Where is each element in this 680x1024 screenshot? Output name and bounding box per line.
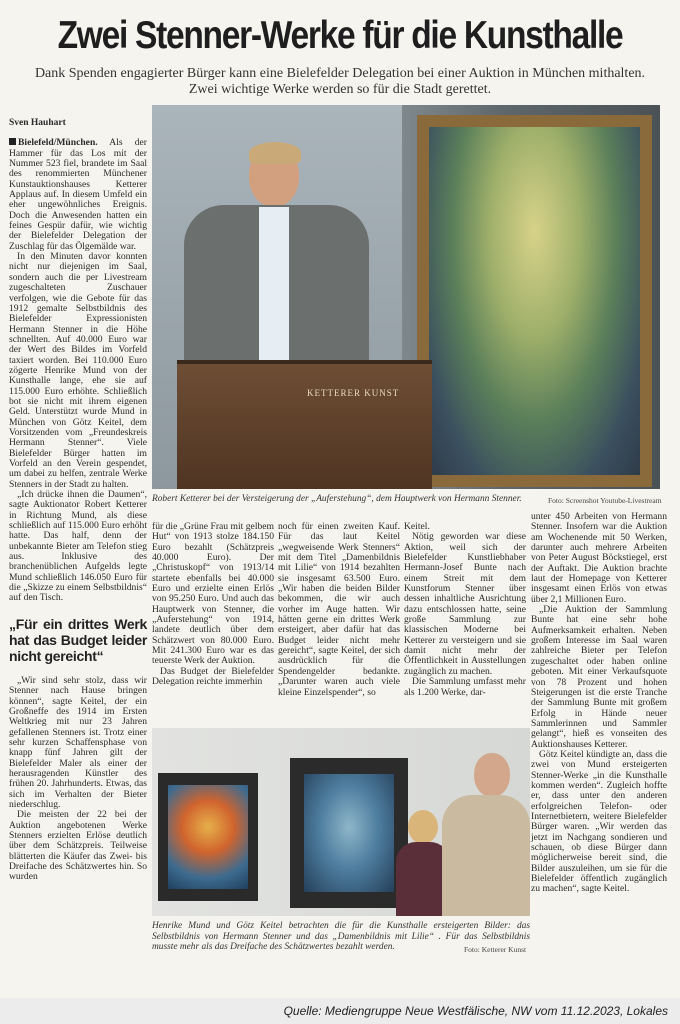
photo-paintings bbox=[152, 728, 530, 916]
column-5 bbox=[531, 512, 667, 895]
paragraph: Nötig geworden war diese Aktion, weil sich der Bielefelder Kunstliebhaber Hermann-Josef Bunte nach einem Streit mit dem Kunstforum Stenner über dessen inhaltliche Ausrichtung dazu entschlossen hatte, seine große Sammlung zur klassischen Moderne bei Ketterer zu versteigern und sie damit nicht mehr der Öffentlichkeit in Ausstellungen zugänglich zu machen. bbox=[404, 531, 526, 677]
dateline: Bielefeld/München. bbox=[18, 137, 98, 149]
column-3 bbox=[278, 522, 400, 698]
photo1-caption: Robert Ketterer bei der Versteigerung der „Auferstehung“, dem Hauptwerk von Hermann Stenner. bbox=[152, 494, 522, 504]
author: Sven Hauhart bbox=[9, 118, 66, 128]
paragraph: Götz Keitel kündigte an, dass die zwei von Mund ersteigerten Stenner-Werke „in die Kunsthalle kommen werden“. Zugleich hoffte er, dass unter den anderen erfolgreichen Telefon- oder Internetbietern, weitere Bielefelder Bürger waren. „Wir werden das jetzt im Nachgang sondieren und schauen, ob diese Bürger dann möglicherweise bereit sind, die Bilder auszuleihen, um sie für die Bielefelder öffentlich zugänglich zu machen“, sagte Keitel. bbox=[531, 748, 667, 895]
subhead: Dank Spenden engagierter Bürger kann eine Bielefelder Delegation bei einer Auktion in München mithalten. Zwei wichtige Werke werden so für die Stadt gerettet. bbox=[34, 66, 646, 97]
paragraph: Das Budget der Bielefelder Delegation reichte immerhin bbox=[152, 665, 274, 688]
paragraph: Die Sammlung umfasst mehr als 1.200 Werke, dar- bbox=[404, 676, 526, 698]
paragraph: noch für einen zweiten Kauf. Für das laut Keitel „wegweisende Werk Stenners“ mit dem Titel „Damenbildnis mit Lilie“ von 1914 bezahlten sie insgesamt 63.500 Euro. „Wir haben die beiden Bilder bekommen, die wir auch vorher im Auge hatten. Wir hätten gerne ein drittes Werk ersteigert, aber dafür hat das Budget leider nicht mehr gereicht“, sagte Keitel, der sich ausdrücklich für die Spendengelder bedankte. „Darunter waren auch viele kleine Einzelspender“, so bbox=[278, 521, 400, 698]
paragraph: Keitel. bbox=[404, 521, 430, 532]
photo2-caption: Henrike Mund und Götz Keitel betrachten die für die Kunsthalle ersteigerten Bilder: das Selbstbildnis von Hermann Stenner und das „Damenbildnis mit Lilie“ . Für das Selbstbildnis musste mehr als das Dreifache des Schätzwertes bezahlt werden. bbox=[152, 921, 530, 952]
lectern-logo: KETTERER KUNST bbox=[307, 388, 400, 398]
painting-damenbildnis bbox=[290, 758, 408, 908]
bullet-square-icon bbox=[9, 138, 16, 145]
paragraph: „Ich drücke ihnen die Daumen“, sagte Auktionator Robert Ketterer in Richtung Mund, als diese schließlich auf 115.000 Euro erhöht hatte. Das half, denn der unbekannte Bieter am Telefon stieg aus. Inklusive des branchenüblichen Aufgelds legte Mund schließlich 146.050 Euro für die „Skizze zu einem Selbstbildnis“ auf den Tisch. bbox=[9, 489, 147, 604]
source-footer bbox=[0, 998, 680, 1024]
headline: Zwei Stenner-Werke für die Kunsthalle bbox=[57, 14, 623, 57]
photo2-credit: Foto: Ketterer Kunst bbox=[464, 945, 527, 954]
paragraph: für die „Grüne Frau mit gelbem Hut“ von 1913 stolze 184.150 Euro bezahlt (Schätzpreis 40.000 Euro). Der „Christuskopf“ von 1913/14 startete ebenfalls bei 40.000 Euro und erzielte einen Erlös von 95.250 Euro. Und auch das Hauptwerk von Stenner, die „Auferstehung“ von 1914, landete deutlich über dem Schätzwert von 80.000 Euro. Mit 241.300 Euro war es das teuerste Werk der Auktion. bbox=[152, 521, 274, 667]
photo-auction bbox=[152, 105, 660, 489]
column-4 bbox=[404, 522, 526, 698]
subheading: „Für ein drittes Werk hat das Budget leider nicht gereicht“ bbox=[9, 615, 147, 664]
column-2 bbox=[152, 522, 274, 688]
paragraph: „Die Auktion der Sammlung Bunte hat eine sehr hohe Aufmerksamkeit erhalten. Neben großem Interesse im Saal waren zahlreiche Bieter per Telefon zugeschaltet oder haben online geboten. Mit einer Verkaufsquote von 78 Prozent und hohen Steigerungen ist die erste Tranche der Sammlung Bunte mit großem Erfolg in Hände neuer Sammlerinnen und Sammler gelangt“, hieß es vonseiten des Auktionshauses Ketterer. bbox=[531, 604, 667, 750]
paragraph: In den Minuten davor konnten nicht nur diejenigen im Saal, sondern auch die per Livestream zugeschalteten Zuschauer verfolgen, wie die Gebote für das 1912 gemalte Selbstbildnis des Bielefelder Expressionisten Hermann Stenner in die Höhe schnellten. Auf 40.000 Euro war der Wert des Bildes im Vorfeld taxiert worden. Bei 110.000 Euro zögerte Henrike Mund von der Kunsthalle lange, ehe sie auf 115.000 Euro erhöhte. Schließlich bot sie nicht mit ihrem eigenen Geld. Unterstützt wurde Mund in München von Götz Keitel, dem Vorsitzenden vom „Freundeskreis Hermann Stenner“. Viele Bielefelder Bürger hatten im Vorfeld an den Verein gespendet, um dabei zu helfen, zentrale Werke Stenners in der Stadt zu halten. bbox=[9, 251, 147, 490]
painting-auferstehung bbox=[429, 127, 640, 475]
paragraph: unter 450 Arbeiten von Hermann Stenner. Insofern war die Auktion am Wochenende mit 50 Werken, darunter auch mehrere Arbeiten von Peter August Böckstiegel, erst der Auftakt. Die Auktion brachte laut der Homepage von Ketterer insgesamt einen Erlös von etwas über 2,1 Millionen Euro. bbox=[531, 511, 667, 605]
source-text: Quelle: Mediengruppe Neue Westfälische, NW vom 11.12.2023, Lokales bbox=[283, 1004, 668, 1018]
paragraph: „Wir sind sehr stolz, dass wir Stenner nach Hause bringen können“, sagte Keitel, der ein Großneffe des 1914 im Ersten Weltkrieg mit nur 23 Jahren gefallenen Stenners ist. Trotz einer sehr kurzen Schaffensphase von knapp fünf Jahren gilt der Bielefelder Maler als einer der herausragenden Künstler des frühen 20. Jahrhunderts. Etwas, das sich im Verhalten der Bieter niederschlug. bbox=[9, 674, 147, 810]
paragraph: Die meisten der 22 bei der Auktion angebotenen Werke Stenners erzielten Erlöse deutlich über dem Schätzpreis. Teilweise blätterten die Käufer das Zwei- bis Dreifache des Schätzwertes hin. So wurden bbox=[9, 809, 147, 883]
photo1-credit: Foto: Screenshot Youtube-Livestream bbox=[548, 496, 662, 505]
lectern bbox=[177, 360, 432, 489]
person-goetz-keitel bbox=[432, 753, 530, 916]
column-1 bbox=[9, 118, 147, 883]
paragraph: Bielefeld/München. Als der Hammer für das Los mit der Nummer 523 fiel, brandete im Saal des renommierten Münchener Kunstauktionshauses Ketterer Applaus auf. In diesem Umfeld ein eher ungewöhnliches Ereignis. Doch die Anwesenden hatten ein feines Gespür dafür, wie wichtig der Bielefelder Delegation der Zuschlag für das Ölgemälde war. bbox=[9, 137, 147, 252]
painting-selbstbildnis bbox=[158, 773, 258, 901]
